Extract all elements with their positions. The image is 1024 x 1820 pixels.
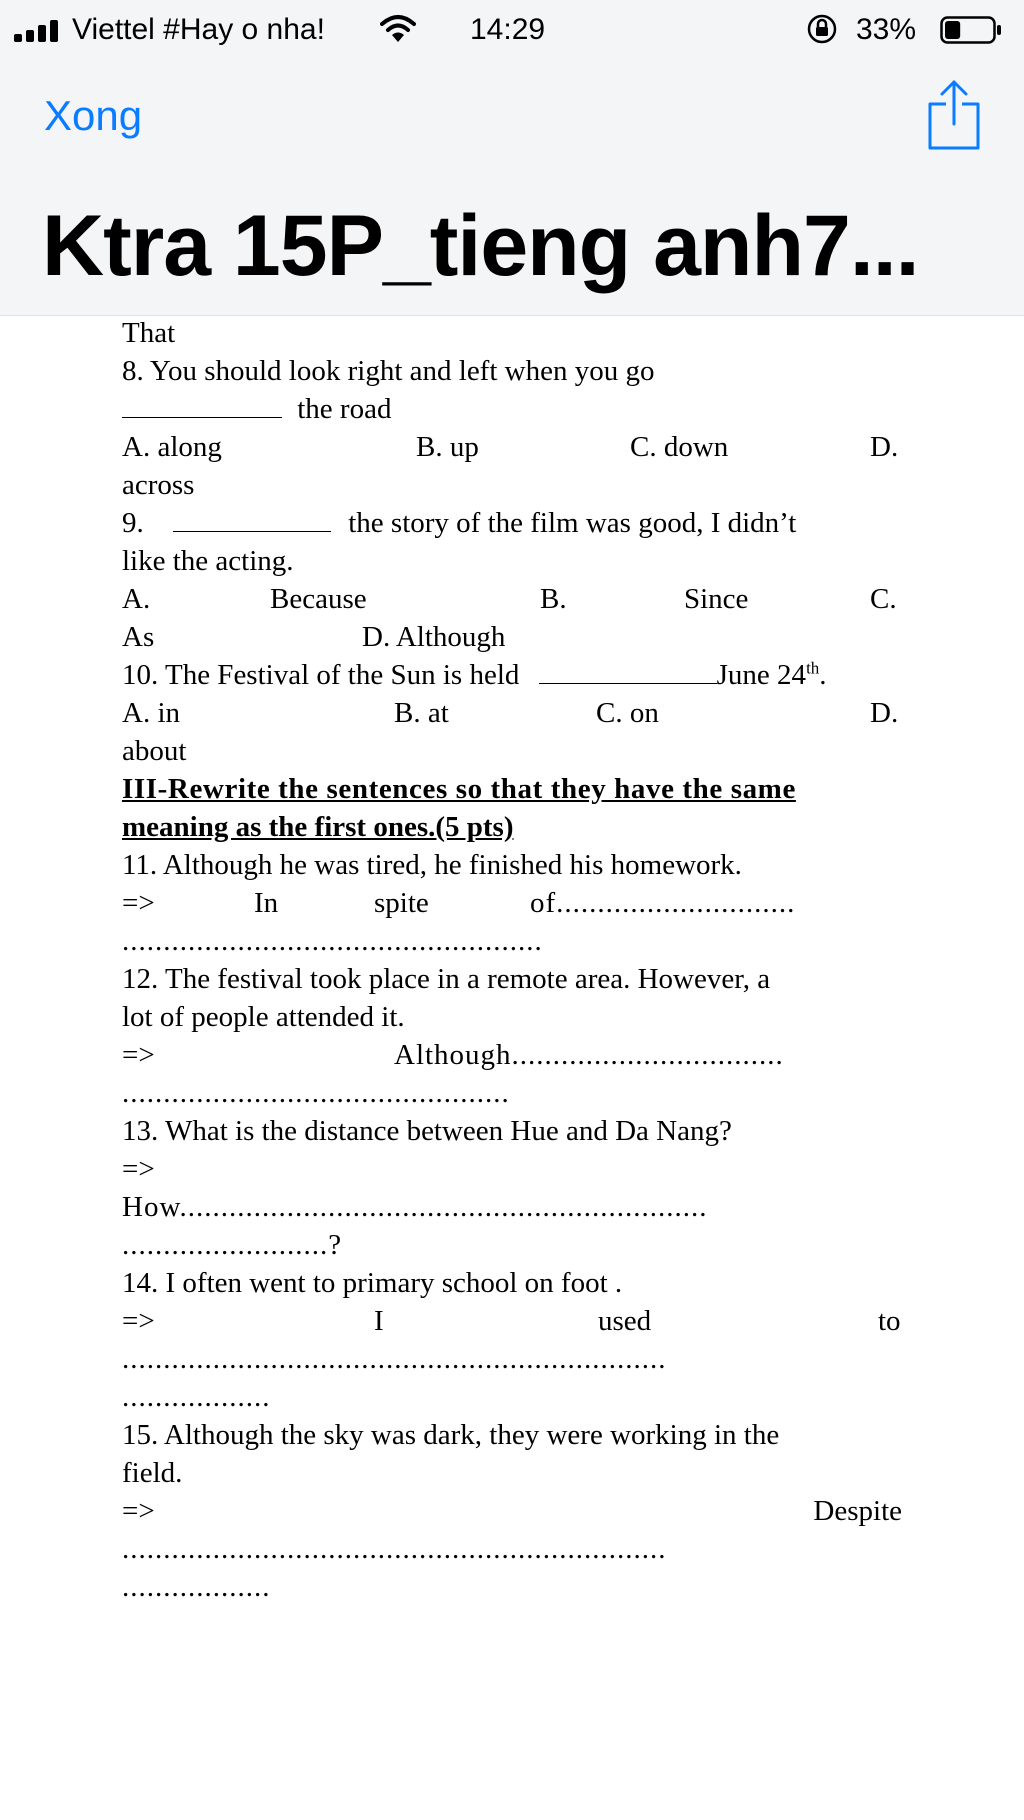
option-a: A. along	[122, 431, 222, 463]
rotation-lock-icon	[806, 13, 838, 45]
top-chrome	[0, 0, 1024, 316]
section-3-heading-cont: meaning as the first ones.(5 pts)	[122, 811, 514, 843]
option-d: D.	[870, 431, 899, 463]
question-15-cont: field.	[122, 1457, 183, 1489]
question-14: 14. I often went to primary school on foot .	[122, 1267, 623, 1299]
answer-dotted-line: ..................	[122, 1571, 271, 1603]
clock-time: 14:29	[470, 13, 546, 46]
question-15: 15. Although the sky was dark, they were working in the	[122, 1419, 780, 1451]
answer-dotted-line: ..................................................................	[122, 1533, 667, 1565]
question-10-options	[122, 694, 902, 732]
option-d: D.	[870, 697, 899, 729]
status-bar	[0, 0, 1024, 60]
question-15-answer: => Despite	[122, 1495, 902, 1527]
option-c: C. down	[630, 431, 729, 463]
section-3-heading: III-Rewrite the sentences so that they have the same	[122, 773, 796, 805]
option-a: A.	[122, 583, 151, 615]
answer-dotted-line: ...............................................	[122, 1077, 510, 1109]
question-13-answer: How................................................................	[122, 1191, 708, 1223]
answer-blank	[539, 660, 717, 684]
option-b: B. at	[394, 697, 449, 729]
carrier-label: Viettel #Hay o nha!	[72, 13, 325, 46]
question-10: 10. The Festival of the Sun is held June 24th.	[122, 658, 827, 691]
option-d: D. Although	[362, 621, 506, 653]
question-8-options-cont: across	[122, 469, 195, 501]
question-9-cont: like the acting.	[122, 545, 294, 577]
question-8-cont: the road	[122, 390, 902, 428]
option-b: B.	[540, 583, 567, 615]
answer-dotted-line: ..................	[122, 1381, 271, 1413]
document-page[interactable]	[122, 314, 902, 1606]
question-9-options: A. Because B. Since C.	[122, 580, 902, 618]
option-b: B. up	[416, 431, 479, 463]
done-button[interactable]: Xong	[44, 92, 143, 139]
answer-dotted-line: ..................................................................	[122, 1343, 667, 1375]
answer-blank	[173, 508, 331, 532]
question-9-options-cont: As D. Although	[122, 618, 902, 656]
question-12: 12. The festival took place in a remote area. However, a	[122, 963, 771, 995]
signal-icon	[14, 20, 70, 42]
question-12-cont: lot of people attended it.	[122, 1001, 405, 1033]
battery-icon	[940, 16, 1002, 44]
option-c: C. on	[596, 697, 659, 729]
question-13-arrow: =>	[122, 1153, 155, 1185]
question-13: 13. What is the distance between Hue and Da Nang?	[122, 1115, 732, 1147]
question-8-options	[122, 428, 902, 466]
question-11-answer: => In spite of.............................	[122, 887, 796, 919]
text-line: That	[122, 317, 176, 349]
answer-dotted-line: ...................................................	[122, 925, 543, 957]
answer-dotted-line: .........................?	[122, 1229, 343, 1261]
question-9: 9. the story of the film was good, I didn’t	[122, 507, 797, 539]
option-a: A. in	[122, 697, 180, 729]
question-8: 8. You should look right and left when you go	[122, 355, 655, 387]
battery-level-fill	[945, 21, 960, 39]
question-10-options-cont: about	[122, 735, 187, 767]
document-title: Ktra 15P_tieng anh7...	[42, 198, 919, 294]
wifi-icon	[380, 14, 416, 44]
question-14-answer: => I used to	[122, 1305, 901, 1337]
battery-percentage: 33%	[856, 13, 917, 46]
question-12-answer: => Although.................................	[122, 1039, 784, 1071]
share-icon[interactable]	[926, 78, 982, 152]
question-11: 11. Although he was tired, he finished his homework.	[122, 849, 742, 881]
answer-blank	[122, 394, 282, 418]
option-c: C.	[870, 583, 897, 615]
